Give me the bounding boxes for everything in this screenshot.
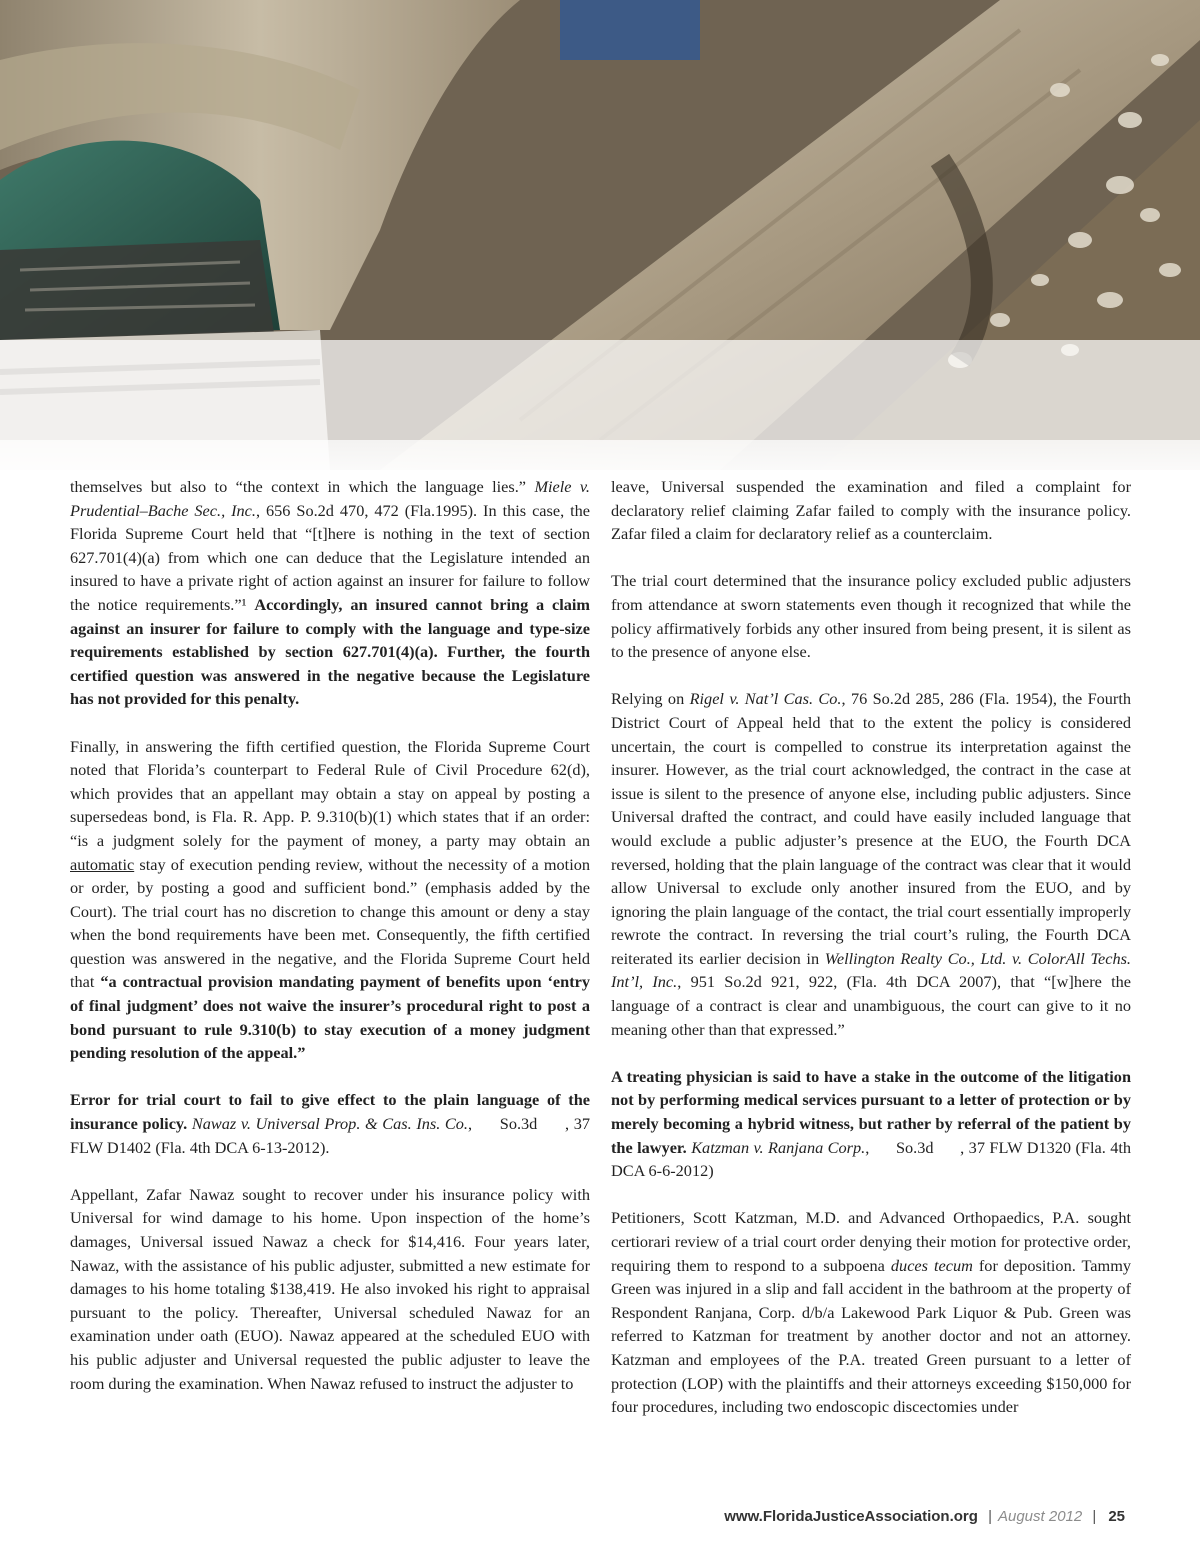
case-citation: Nawaz v. Universal Prop. & Cas. Ins. Co. (191, 1114, 468, 1134)
text-run: , 76 So.2d 285, 286 (Fla. 1954), the Fourth District Court of Appeal held that to the extent the policy is considered uncertain, the court is compelled to construe its interpretation against the insurer. However, as the trial court acknowledged, the contract in the case at issue is silent to the presence of anyone else, including public adjusters. Since Universal drafted the contract, and could have easily included language that would exclude a public adjuster’s presence at the EUO, the Fourth DCA reversed, holding that the plain language of the contract was clear that it would allow Universal to exclude only another insured from the EUO, and by ignoring the plain language of the contact, the trial court essentially improperly rewrote the contract. In reversing the trial court’s ruling, the Fourth DCA reiterated its earlier decision in (611, 689, 1131, 968)
left-paragraph-2 (70, 735, 590, 1065)
case-citation: Miele v. Prudential–Bache Sec., Inc. (70, 477, 590, 520)
holding-text: “a contractual provision mandating payment of benefits upon ‘entry of final judgment’ does not waive the insurer’s procedural right to post a bond pursuant to rule 9.310(b) to stay execution of a money judgment pending resolution of the appeal.” (70, 972, 591, 1063)
text-run: for deposition. Tammy Green was injured in a slip and fall accident in the bathroom at the property of Respondent Ranjana, Corp. d/b/a Lakewood Park Liquor & Pub. Green was referred to Katzman for treatment by another doctor and not an attorney. Katzman and employees of the P.A. treated Green pursuant to a letter of protection (LOP) with the plaintiffs and their attorneys exceeding $150,000 for four procedures, including two endoscopic discectomies under (611, 1255, 1132, 1417)
case-citation: Rigel v. Nat’l Cas. Co. (689, 689, 842, 709)
right-column (611, 475, 1136, 1419)
page-footer (724, 1508, 1125, 1525)
citation-reporter: , So.3d , 37 FLW D1320 (Fla. 4th DCA 6-6-2012) (611, 1137, 1136, 1181)
footer-website-link[interactable]: www.FloridaJusticeAssociation.org (724, 1508, 978, 1525)
right-paragraph-2: The trial court determined that the insurance policy excluded public adjusters from attendance at sworn statements even though it recognized that while the policy affirmatively forbids any other insured from being present, it is silent as to the presence of anyone else. (611, 571, 1131, 662)
text-run: Petitioners, Scott Katzman, M.D. and Advanced Orthopaedics, P.A. sought certiorari review of a trial court order denying their motion for protective order, requiring them to respond to a subpoena (611, 1208, 1131, 1275)
underlined-word: automatic (70, 854, 135, 874)
case-heading-katzman (611, 1065, 1136, 1183)
case-heading-text: A treating physician is said to have a stake in the outcome of the litigation not by performing medical services pursuant to a letter of protection or by merely becoming a hybrid witness, but rather by referral of the patient by the lawyer. (611, 1066, 1131, 1157)
case-citation: Wellington Realty Co., Ltd. v. ColorAll Techs. Int’l, Inc. (611, 948, 1132, 992)
holding-text: Accordingly, an insured cannot bring a claim against an insurer for failure to comply with the language and type-size requirements established by section 627.701(4)(a). Further, the fourth certified question was answered in the negative because the Legislature has not provided for this penalty. (70, 594, 590, 709)
case-heading-nawaz (70, 1088, 595, 1159)
latin-term: duces tecum (890, 1255, 973, 1275)
text-run: , 656 So.2d 470, 472 (Fla.1995). In this case, the Florida Supreme Court held that “[t]here is nothing in the text of section 627.701(4)(a) from which one can deduce that the Legislature intended an insured to have a private right of action against an insurer for failure to follow the notice requirements.”¹ (70, 500, 590, 614)
left-paragraph-4: Appellant, Zafar Nawaz sought to recover under his insurance policy with Universal for wind damage to his home. Upon inspection of the home’s damages, Universal issued Nawaz a check for $14,416. Four years later, Nawaz, with the assistance of his public adjuster, submitted a new estimate for damages to his home totaling $138,419. He also invoked his right to appraisal pursuant to the policy. Thereafter, Universal scheduled Nawaz for an examination under oath (EUO). Nawaz appeared at the scheduled EUO with his public adjuster and Universal requested the public adjuster to leave the room during the examination. When Nawaz refused to instruct the adjuster to (70, 1184, 590, 1393)
left-column (70, 475, 595, 1395)
case-citation: Katzman v. Ranjana Corp. (691, 1137, 866, 1157)
text-run: stay of execution pending review, without the necessity of a motion or order, by posting a good and sufficient bond.” (emphasis added by the Court). The trial court has no discretion to change this amount or deny a stay when the bond requirements have been met. Consequently, the fifth certified question was answered in the negative, and the Florida Supreme Court held that (70, 854, 590, 992)
text-run: themselves but also to “the context in which the language lies.” (70, 477, 535, 496)
right-paragraph-3 (611, 687, 1131, 1041)
text-run: , 951 So.2d 921, 922, (Fla. 4th DCA 2007), that “[w]here the language of a contract is clear and unambiguous, the court can give to it no meaning other than that expressed.” (611, 972, 1132, 1039)
blue-building (560, 0, 700, 60)
page-number: 25 (1108, 1508, 1125, 1525)
text-run: Finally, in answering the fifth certified question, the Florida Supreme Court noted that Florida’s counterpart to Federal Rule of Civil Procedure 62(d), which provides that an appellant may obtain a stay on appeal by posting a supersedeas bond, is Fla. R. App. P. 9.310(b)(1) which states that if an order: “is a judgment solely for the payment of money, a party may obtain an (70, 736, 590, 850)
right-paragraph-5 (611, 1206, 1131, 1418)
right-paragraph-1: leave, Universal suspended the examination and filed a complaint for declaratory relief claiming Zafar failed to comply with the insurance policy. Zafar filed a claim for declaratory relief as a counterclaim. (611, 477, 1131, 544)
text-run: Relying on (611, 689, 690, 709)
left-paragraph-1 (70, 475, 590, 711)
citation-reporter: , So.3d , 37 FLW D1402 (Fla. 4th DCA 6-13-2012). (70, 1114, 595, 1157)
case-heading-text: Error for trial court to fail to give effect to the plain language of the insurance policy. (70, 1090, 590, 1134)
issue-date: August 2012 (997, 1508, 1083, 1525)
footer-separator: | (988, 1508, 992, 1525)
footer-separator: | (1092, 1508, 1097, 1525)
